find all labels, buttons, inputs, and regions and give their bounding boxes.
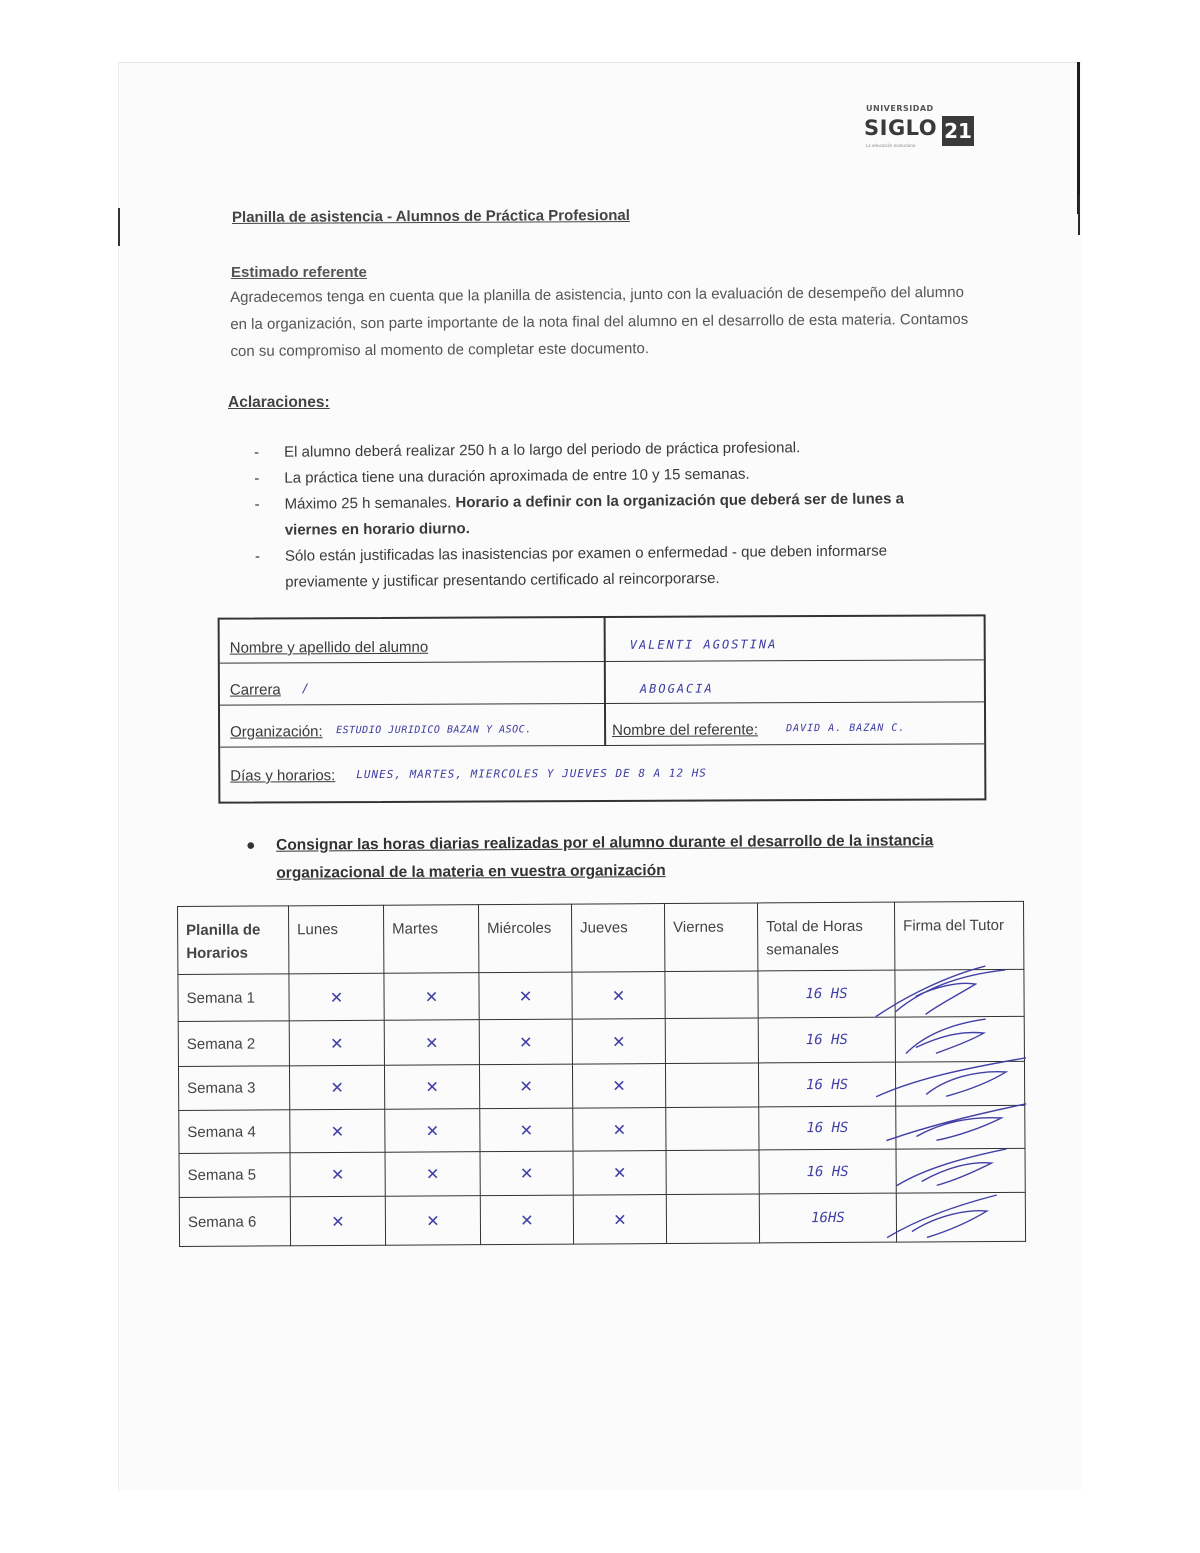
header-total-hours: Total de Horas semanales [757,902,894,971]
instruction-bullet [246,827,966,888]
tuesday-mark: ✕ [384,973,479,1021]
weekly-total: 16 HS [758,1062,895,1107]
tuesday-mark: ✕ [385,1196,480,1246]
weekly-total: 16HS [759,1193,896,1243]
tuesday-mark: ✕ [385,1109,480,1153]
student-info-table [218,614,987,803]
organization-label: Organización: [230,723,323,741]
career-label: Carrera [229,681,281,699]
week-label: Semana 6 [179,1197,290,1247]
career-mark: / [301,681,312,696]
schedule-value: LUNES, MARTES, MIERCOLES Y JUEVES DE 8 A 12 HS [356,766,707,782]
paper-edge-shadow-lower [1078,195,1080,235]
clarifications-list [254,434,955,596]
logo-tagline: La educación evoluciona [866,143,916,148]
week-label: Semana 1 [178,974,289,1022]
binder-mark [118,208,120,246]
thursday-mark: ✕ [572,1064,665,1109]
week-label: Semana 3 [178,1066,289,1111]
clarifications-heading: Aclaraciones: [228,394,330,411]
header-wednesday: Miércoles [478,904,571,973]
signature-scribble-icon [867,1179,1027,1244]
student-name-label: Nombre y apellido del alumno [229,638,429,657]
monday-mark: ✕ [289,1065,384,1110]
student-name-value: VALENTI AGOSTINA [629,637,778,652]
row-career [220,660,984,705]
document-title: Planilla de asistencia - Alumnos de Práctica Profesional [231,206,630,227]
university-logo [864,104,979,152]
tuesday-mark: ✕ [385,1152,480,1197]
dash-bullet: - [254,469,260,487]
organization-value: ESTUDIO JURIDICO BAZAN Y ASOC. [336,724,532,737]
header-monday: Lunes [289,905,384,974]
referent-value: DAVID A. BAZAN C. [786,722,906,735]
header-thursday: Jueves [571,904,664,973]
header-tutor-signature: Firma del Tutor [894,901,1023,970]
clarification-item: - Máximo 25 h semanales. Horario a definir con la organización que deberá ser de lunes a viernes en horario diurno. [254,490,905,539]
dash-bullet: - [254,443,260,461]
thursday-mark: ✕ [572,972,665,1020]
weekly-total: 16 HS [759,1149,896,1194]
friday-mark [665,1018,758,1064]
friday-mark [665,971,758,1019]
wednesday-mark: ✕ [480,1151,573,1196]
attendance-table [177,901,1025,1246]
wednesday-mark: ✕ [480,1108,573,1152]
friday-mark [666,1150,759,1195]
referent-label: Nombre del referente: [612,721,759,739]
header-tuesday: Martes [383,905,478,974]
dash-bullet: - [254,547,261,565]
week-label: Semana 5 [179,1153,290,1198]
bullet-dot: ● [246,836,256,854]
monday-mark: ✕ [289,1020,384,1066]
logo-university-text: UNIVERSIDAD [866,104,934,113]
tuesday-mark: ✕ [384,1020,479,1066]
week-label: Semana 2 [178,1021,289,1067]
dash-bullet: - [254,495,260,513]
monday-mark: ✕ [290,1109,385,1153]
monday-mark: ✕ [290,1152,385,1197]
clarification-bold-text: Horario a definir con la organización que deberá ser de lunes a viernes en horario diurno. [284,490,905,539]
tutor-signature-cell [896,1192,1025,1242]
clarification-item: - La práctica tiene una duración aproximada de entre 10 y 15 semanas. [254,460,954,492]
friday-mark [665,1063,758,1108]
logo-number-box: 21 [942,116,974,146]
thursday-mark: ✕ [573,1195,666,1245]
wednesday-mark: ✕ [480,1195,573,1245]
weekly-total: 16 HS [758,1017,895,1063]
tuesday-mark: ✕ [384,1065,479,1110]
thursday-mark: ✕ [573,1108,666,1152]
wednesday-mark: ✕ [479,972,572,1020]
week-label: Semana 4 [179,1110,290,1154]
clarification-item: - Sólo están justificadas las inasistencias por examen o enfermedad - que deben informarse previamente y justificar presentando certificado al reincorporarse. [254,542,888,591]
wednesday-mark: ✕ [479,1019,572,1065]
thursday-mark: ✕ [572,1019,665,1065]
greeting-body: Agradecemos tenga en cuenta que la planilla de asistencia, junto con la evaluación de desempeño del alumno en la organización, son parte importante de la nota final del alumno en el desarrollo de esta materia. Contamos con su compromiso al momento de completar este documento. [230,283,969,360]
weekly-total: 16 HS [759,1106,896,1150]
wednesday-mark: ✕ [479,1064,572,1109]
logo-name-text: SIGLO [864,116,938,140]
friday-mark [666,1194,759,1244]
header-schedule: Planilla de Horarios [178,906,289,975]
instruction-text: Consignar las horas diarias realizadas por el alumno durante el desarrollo de la instancia organizacional de la materia en vuestra organización [276,832,934,882]
paper-edge-shadow [1077,62,1080,214]
schedule-label: Días y horarios: [230,767,336,785]
clarification-item: - El alumno deberá realizar 250 h a lo largo del periodo de práctica profesional. [254,434,954,466]
monday-mark: ✕ [290,1196,385,1246]
thursday-mark: ✕ [573,1151,666,1196]
friday-mark [666,1107,759,1151]
career-value: ABOGACIA [639,681,714,696]
greeting-heading: Estimado referente [231,264,367,281]
header-friday: Viernes [664,903,757,972]
weekly-total: 16 HS [758,970,895,1018]
table-row [179,1192,1025,1246]
monday-mark: ✕ [289,973,384,1021]
